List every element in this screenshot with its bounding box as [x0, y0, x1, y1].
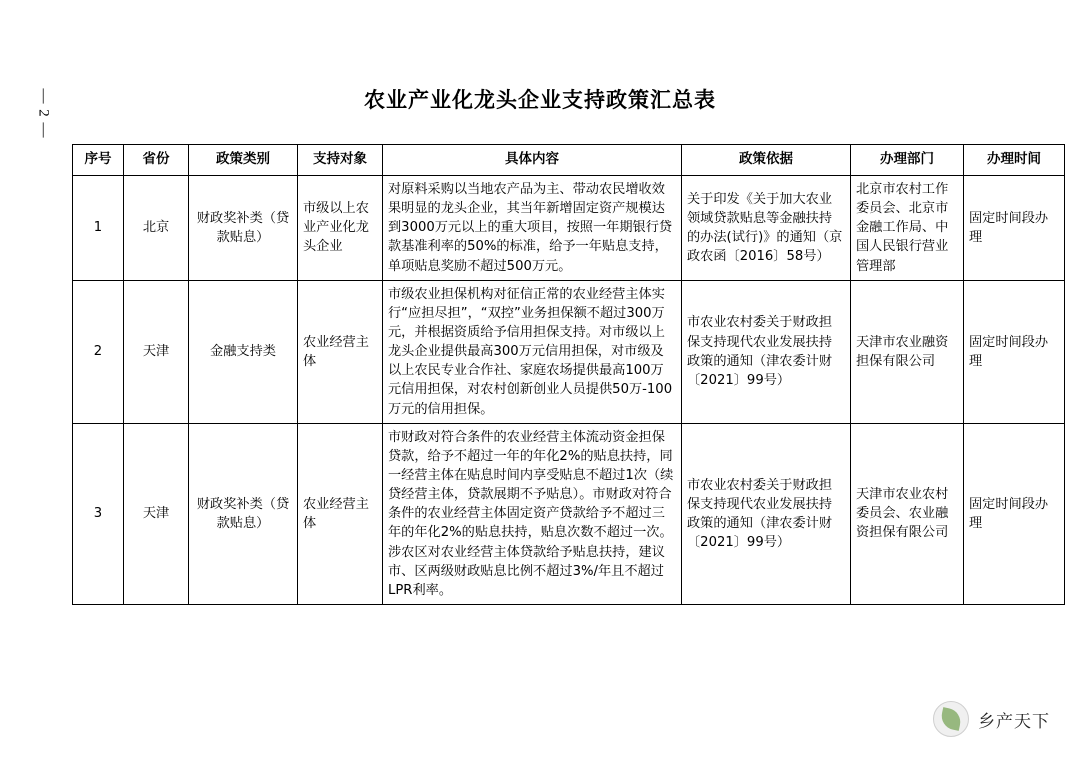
- column-header-content: 具体内容: [383, 145, 682, 176]
- cell-object: 市级以上农业产业化龙头企业: [298, 176, 383, 281]
- cell-object: 农业经营主体: [298, 423, 383, 604]
- cell-content: 市财政对符合条件的农业经营主体流动资金担保贷款，给予不超过一年的年化2%的贴息扶持，同一经营主体在贴息时间内享受贴息不超过1次（续贷经营主体，贷款展期不予贴息）。市财政对符合条件的农业经营主体固定资产贷款给予不超过三年的年化2%的贴息扶持，贴息次数不超过一次。涉农区对农业经营主体贷款给予贴息扶持，建议市、区两级财政贴息比例不超过3%/年且不超过LPR利率。: [383, 423, 682, 604]
- column-header-department: 办理部门: [851, 145, 964, 176]
- cell-time: 固定时间段办理: [964, 423, 1065, 604]
- cell-department: 天津市农业融资担保有限公司: [851, 280, 964, 423]
- column-header-category: 政策类别: [189, 145, 298, 176]
- column-header-time: 办理时间: [964, 145, 1065, 176]
- table-header-row: [73, 145, 1065, 176]
- column-header-num: 序号: [73, 145, 124, 176]
- cell-category: 金融支持类: [189, 280, 298, 423]
- page-number-text: — 2 —: [35, 88, 52, 138]
- table-row: [73, 176, 1065, 281]
- column-header-object: 支持对象: [298, 145, 383, 176]
- column-header-province: 省份: [124, 145, 189, 176]
- leaf-logo-icon: [933, 701, 969, 737]
- page-title: 农业产业化龙头企业支持政策汇总表: [364, 88, 716, 112]
- cell-province: 天津: [124, 280, 189, 423]
- cell-category: 财政奖补类（贷款贴息）: [189, 176, 298, 281]
- cell-object: 农业经营主体: [298, 280, 383, 423]
- policy-summary-table: [72, 144, 1065, 605]
- cell-department: 北京市农村工作委员会、北京市金融工作局、中国人民银行营业管理部: [851, 176, 964, 281]
- cell-category: 财政奖补类（贷款贴息）: [189, 423, 298, 604]
- table-row: [73, 280, 1065, 423]
- cell-num: 2: [73, 280, 124, 423]
- cell-time: 固定时间段办理: [964, 176, 1065, 281]
- cell-province: 北京: [124, 176, 189, 281]
- cell-time: 固定时间段办理: [964, 280, 1065, 423]
- cell-basis: 市农业农村委关于财政担保支持现代农业发展扶持政策的通知（津农委计财〔2021〕99号）: [682, 423, 851, 604]
- cell-content: 对原料采购以当地农产品为主、带动农民增收效果明显的龙头企业，其当年新增固定资产规模达到3000万元以上的重大项目，按照一年期银行贷款基准利率的50%的标准，给予一年贴息支持，单项贴息奖励不超过500万元。: [383, 176, 682, 281]
- cell-department: 天津市农业农村委员会、农业融资担保有限公司: [851, 423, 964, 604]
- cell-province: 天津: [124, 423, 189, 604]
- table-row: [73, 423, 1065, 604]
- cell-basis: 市农业农村委关于财政担保支持现代农业发展扶持政策的通知（津农委计财〔2021〕99号）: [682, 280, 851, 423]
- column-header-basis: 政策依据: [682, 145, 851, 176]
- watermark-text: 乡产天下: [978, 711, 1050, 732]
- cell-num: 3: [73, 423, 124, 604]
- watermark: [933, 701, 1050, 737]
- cell-content: 市级农业担保机构对征信正常的农业经营主体实行“应担尽担”，“双控”业务担保额不超过300万元，并根据资质给予信用担保支持。对市级以上龙头企业提供最高300万元信用担保，对市级及以上农民专业合作社、家庭农场提供最高100万元信用担保，对农村创新创业人员提供50万-100万元的信用担保。: [383, 280, 682, 423]
- cell-basis: 关于印发《关于加大农业领域贷款贴息等金融扶持的办法(试行)》的通知（京政农函〔2016〕58号）: [682, 176, 851, 281]
- cell-num: 1: [73, 176, 124, 281]
